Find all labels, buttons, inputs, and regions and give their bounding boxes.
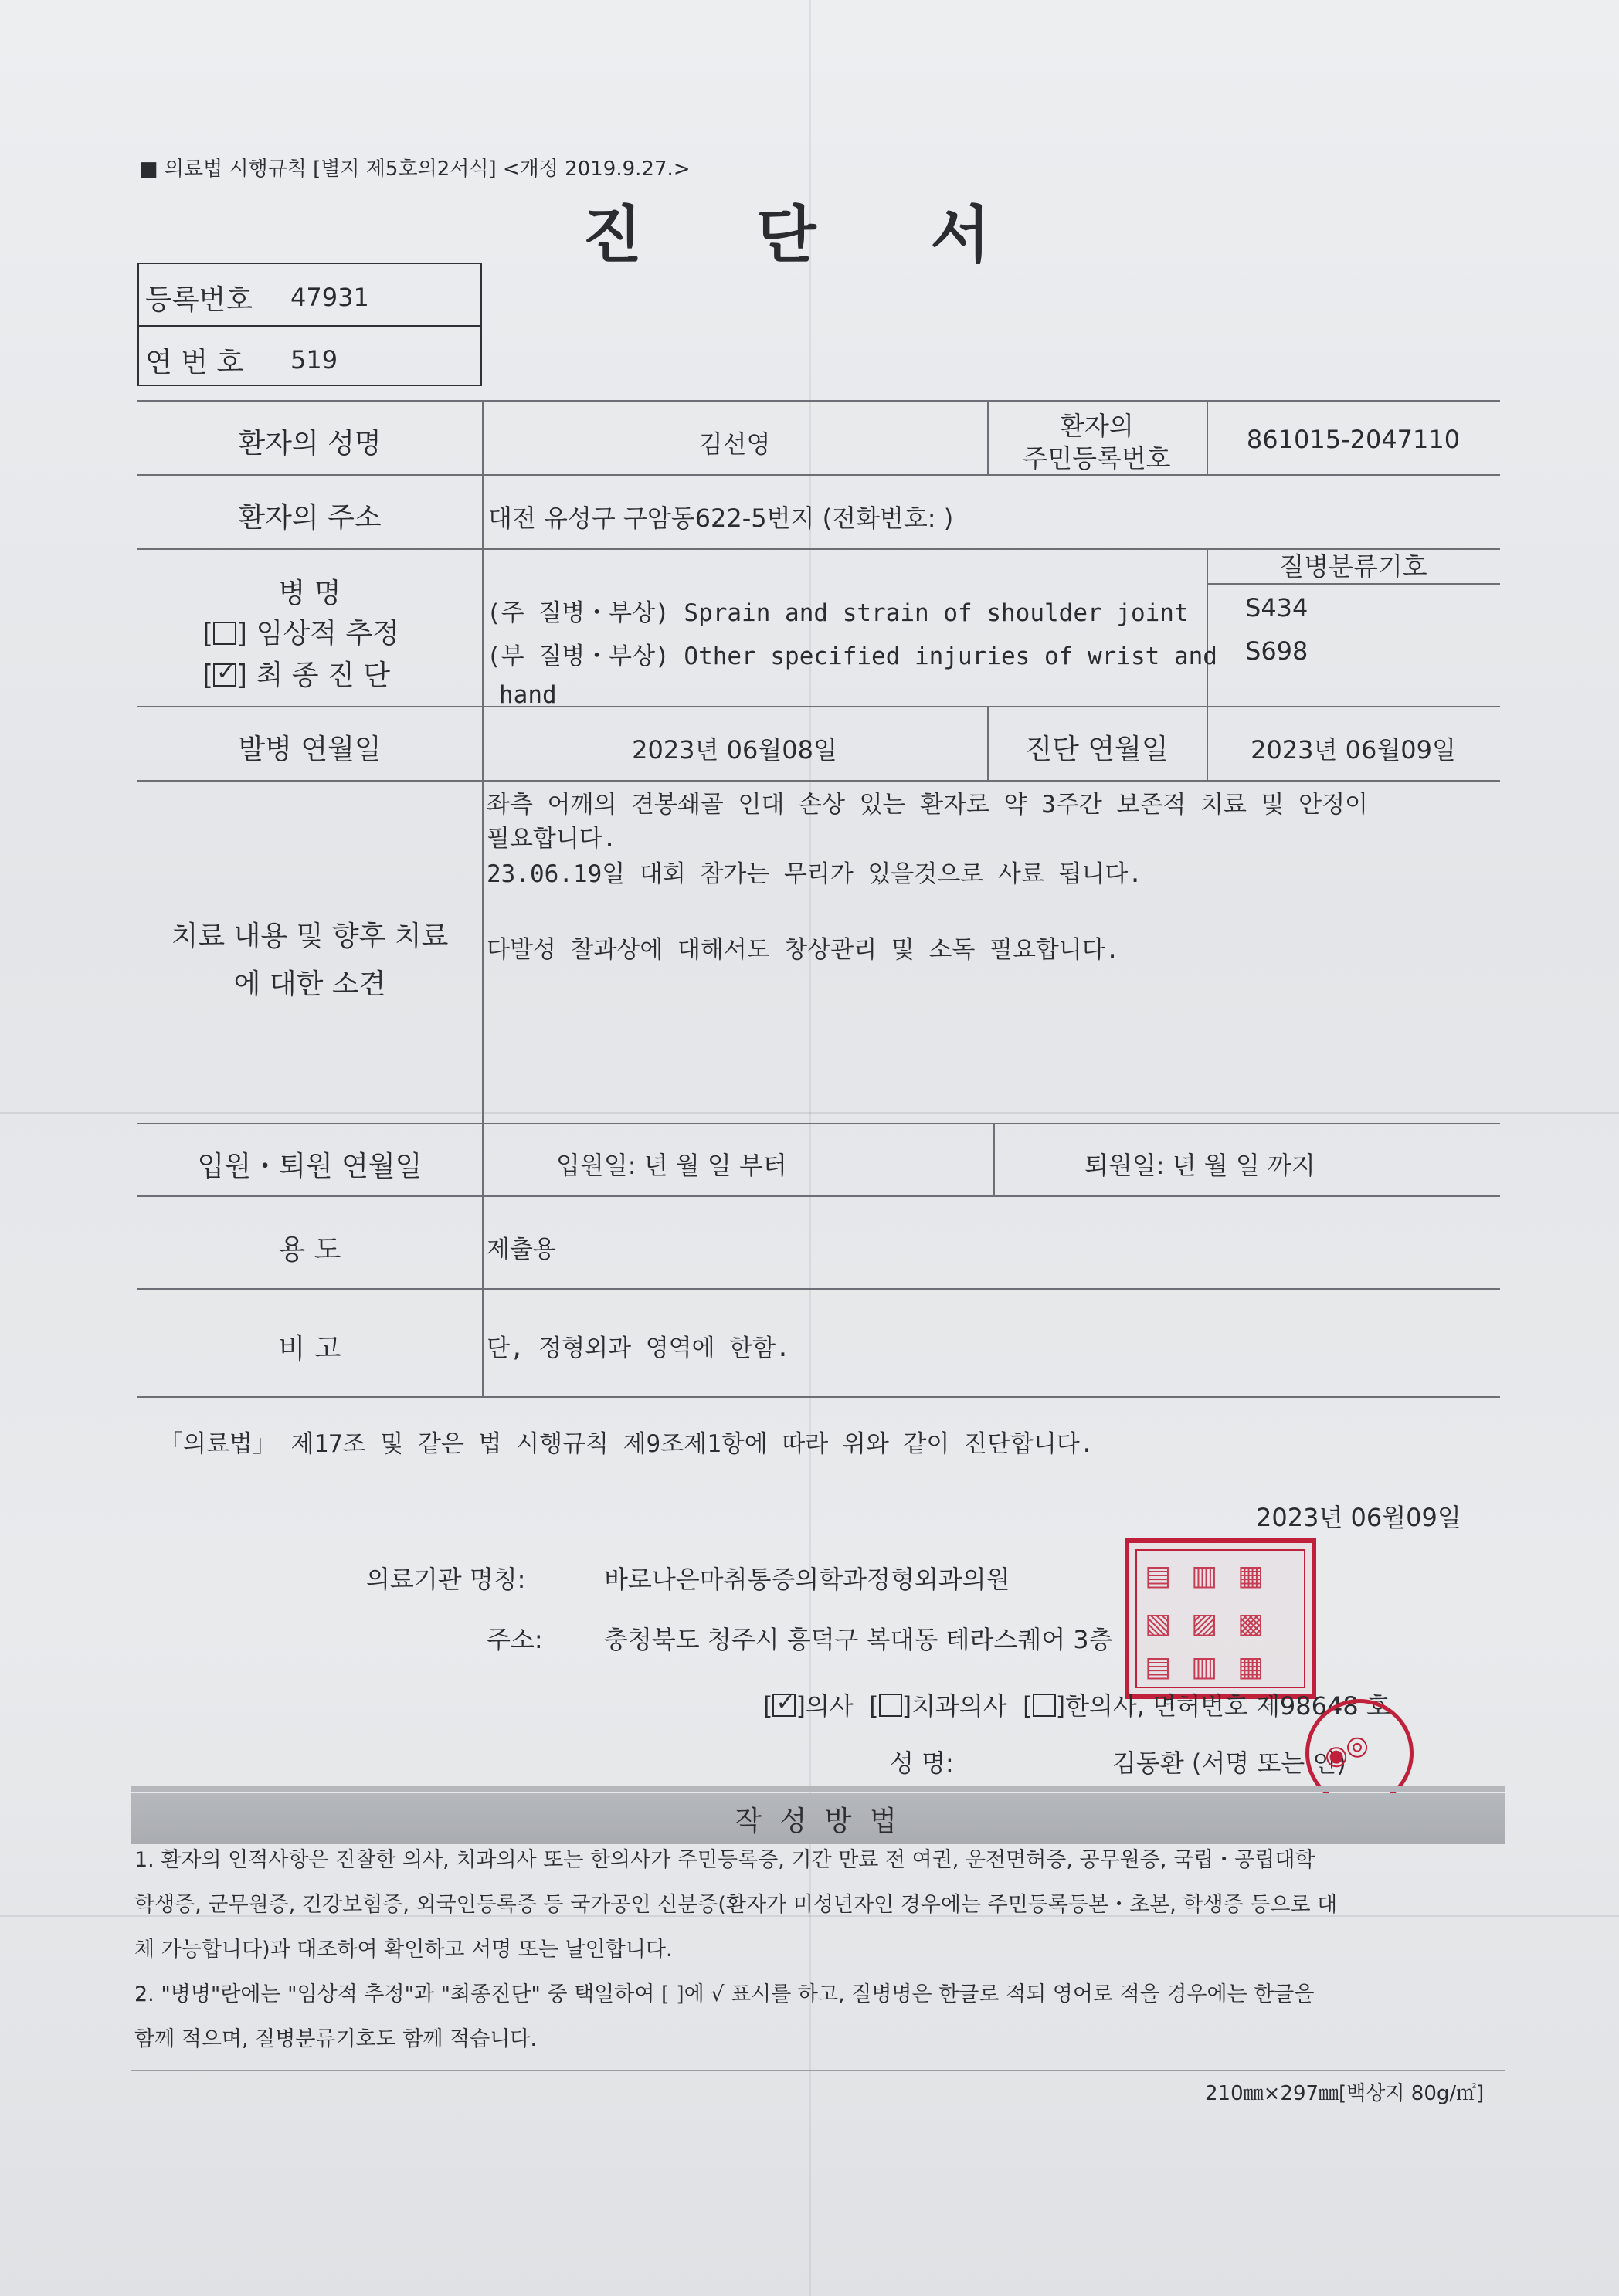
- clinical-estimate-label: 임상적 추정: [256, 618, 399, 649]
- guide-text: 1. 환자의 인적사항은 진찰한 의사, 치과의사 또는 한의사가 주민등록증, 기간 만료 전 여권, 운전면허증, 공무원증, 국립・공립대학: [134, 1848, 1315, 1872]
- table-border: [137, 1288, 1500, 1290]
- diagnosis-date-label: 진단 연월일: [1025, 734, 1169, 765]
- seal-glyph: ◉◎: [1319, 1727, 1374, 1775]
- table-border: [137, 780, 1500, 782]
- discharge-date: 퇴원일: 년 월 일 까지: [1084, 1151, 1315, 1180]
- purpose-label: 용 도: [278, 1234, 341, 1266]
- guide-text: 체 가능합니다)과 대조하여 확인하고 서명 또는 날인합니다.: [134, 1938, 673, 1962]
- seal-glyph: ▧: [1145, 1608, 1172, 1640]
- registration-row: [139, 264, 480, 325]
- registration-number: 47931: [290, 283, 369, 312]
- serial-number: 519: [290, 345, 338, 375]
- final-diagnosis-label: 최 종 진 단: [256, 660, 390, 691]
- seal-glyph: ▤: [1145, 1651, 1172, 1683]
- diagnosis-label: 병 명: [278, 578, 341, 609]
- sub-diagnosis: [487, 636, 1217, 671]
- opinion-line: 23.06.19일 대회 참가는 무리가 있을것으로 사료 됩니다.: [487, 860, 1142, 888]
- guide-divider: [131, 1786, 1505, 1792]
- onset-date-label: 발병 연월일: [238, 734, 382, 765]
- footer-divider: [131, 2070, 1505, 2071]
- issue-date: 2023년 06월09일: [1256, 1503, 1461, 1532]
- sub-diagnosis-prefix: (부 질병・부상): [487, 643, 670, 670]
- document-title: 진 단 서: [582, 199, 1037, 271]
- doctor-name: 김동환 (서명 또는 인): [1112, 1748, 1346, 1778]
- main-diagnosis: [487, 593, 1189, 628]
- address-label: 환자의 주소: [238, 502, 382, 534]
- guide-text: 2. "병명"란에는 "임상적 추정"과 "최종진단" 중 택일하여 [ ]에 √ 표시를 하고, 질병명은 한글로 적되 영어로 적을 경우에는 한글을: [134, 1982, 1315, 2006]
- admission-label: 입원・퇴원 연월일: [197, 1151, 423, 1182]
- remarks-label: 비 고: [278, 1333, 341, 1365]
- clinical-estimate-row: [ ] 임상적 추정: [202, 618, 399, 649]
- main-diagnosis-code: S434: [1245, 593, 1308, 622]
- sub-diagnosis-code: S698: [1245, 636, 1308, 666]
- opinion-label: 에 대한 소견: [233, 968, 386, 1000]
- seal-glyph: ▥: [1191, 1651, 1218, 1683]
- institution-name: 바로나은마취통증의학과정형외과의원: [604, 1565, 1010, 1594]
- registration-label: 등록번호: [145, 284, 253, 316]
- license-number: 면허번호 제98648 호: [1152, 1691, 1390, 1721]
- paper-size-note: 210㎜×297㎜[백상지 80g/㎡]: [1205, 2082, 1485, 2105]
- rrn-label: 환자의: [1060, 411, 1134, 441]
- seal-glyph: ▦: [1237, 1651, 1264, 1683]
- guide-text: 함께 적으며, 질병분류기호도 함께 적습니다.: [134, 2027, 537, 2051]
- admission-date: 입원일: 년 월 일 부터: [556, 1151, 787, 1180]
- table-border: [137, 474, 1500, 476]
- main-diagnosis-name: Sprain and strain of shoulder joint: [684, 599, 1189, 627]
- purpose-value: 제출용: [487, 1236, 556, 1263]
- seal-glyph: ▦: [1237, 1560, 1264, 1592]
- opinion-label: 치료 내용 및 향후 치료: [171, 921, 449, 952]
- onset-date: 2023년 06월08일: [632, 735, 837, 765]
- seal-glyph: ▩: [1237, 1608, 1264, 1640]
- seal-glyph: ▤: [1145, 1560, 1172, 1592]
- doctor-label: 의사: [805, 1691, 854, 1721]
- opinion-line: 좌측 어깨의 견봉쇄골 인대 손상 있는 환자로 약 3주간 보존적 치료 및 안정이: [487, 791, 1369, 819]
- final-diagnosis-row: [✓ ] 최 종 진 단: [202, 653, 390, 693]
- registration-box: [137, 263, 482, 386]
- table-border: [1207, 583, 1500, 585]
- patient-name: 김선영: [698, 429, 771, 459]
- table-border: [993, 1123, 995, 1195]
- institution-address: 충청북도 청주시 흥덕구 복대동 테라스퀘어 3층: [604, 1625, 1113, 1654]
- remarks-value: 단, 정형외과 영역에 한함.: [487, 1335, 790, 1362]
- form-reference: ■ 의료법 시행규칙 [별지 제5호의2서식] <개정 2019.9.27.>: [139, 158, 691, 181]
- table-border: [137, 706, 1500, 707]
- final-diagnosis-checkbox: [213, 663, 236, 687]
- seal-glyph: ▥: [1191, 1560, 1218, 1592]
- sub-diagnosis-name-cont: hand: [499, 681, 557, 709]
- table-border: [137, 1396, 1500, 1398]
- institution-name-label: 의료기관 명칭:: [366, 1565, 526, 1594]
- table-border: [482, 400, 484, 1396]
- dentist-checkbox: [879, 1694, 902, 1717]
- patient-name-label: 환자의 성명: [238, 428, 382, 460]
- patient-rrn: 861015-2047110: [1246, 425, 1461, 454]
- serial-row: [139, 325, 480, 386]
- oriental-doctor-label: 한의사: [1065, 1691, 1137, 1721]
- table-border: [137, 1195, 1500, 1197]
- opinion-line: 필요합니다.: [487, 825, 617, 853]
- main-diagnosis-prefix: (주 질병・부상): [487, 599, 670, 627]
- dentist-label: 치과의사: [911, 1691, 1007, 1721]
- institution-address-label: 주소:: [487, 1625, 543, 1654]
- sub-diagnosis-name: Other specified injuries of wrist and: [684, 643, 1217, 670]
- patient-address: 대전 유성구 구암동622-5번지 (전화번호: ): [488, 504, 954, 533]
- opinion-line: 다발성 찰과상에 대해서도 창상관리 및 소독 필요합니다.: [487, 936, 1120, 964]
- guide-header-band: [131, 1793, 1505, 1844]
- seal-glyph: ▨: [1191, 1608, 1218, 1640]
- clinical-estimate-checkbox: [213, 622, 236, 645]
- fold-line: [810, 0, 811, 2296]
- guide-title: 작 성 방 법: [735, 1806, 901, 1837]
- doctor-name-label: 성 명:: [890, 1748, 954, 1778]
- rrn-label: 주민등록번호: [1023, 443, 1171, 473]
- guide-text: 학생증, 군무원증, 건강보험증, 외국인등록증 등 국가공인 신분증(환자가 미성년자인 경우에는 주민등록등본・초본, 학생증 등으로 대: [134, 1893, 1338, 1917]
- table-border: [137, 1123, 1500, 1124]
- table-border: [137, 400, 1500, 402]
- diagnosis-date: 2023년 06월09일: [1251, 735, 1456, 765]
- doctor-checkbox: [772, 1694, 796, 1717]
- institution-seal: [1125, 1538, 1316, 1699]
- oriental-doctor-checkbox: [1033, 1694, 1056, 1717]
- doctor-type-row: [✓ ]의사 [ ]치과의사 [ ]한의사, 면허번호 제98648 호: [763, 1687, 1390, 1722]
- disease-code-header: 질병분류기호: [1279, 551, 1427, 582]
- serial-label: 연 번 호: [145, 347, 244, 378]
- legal-statement: 「의료법」 제17조 및 같은 법 시행규칙 제9조제1항에 따라 위와 같이 진단합니다.: [159, 1430, 1095, 1458]
